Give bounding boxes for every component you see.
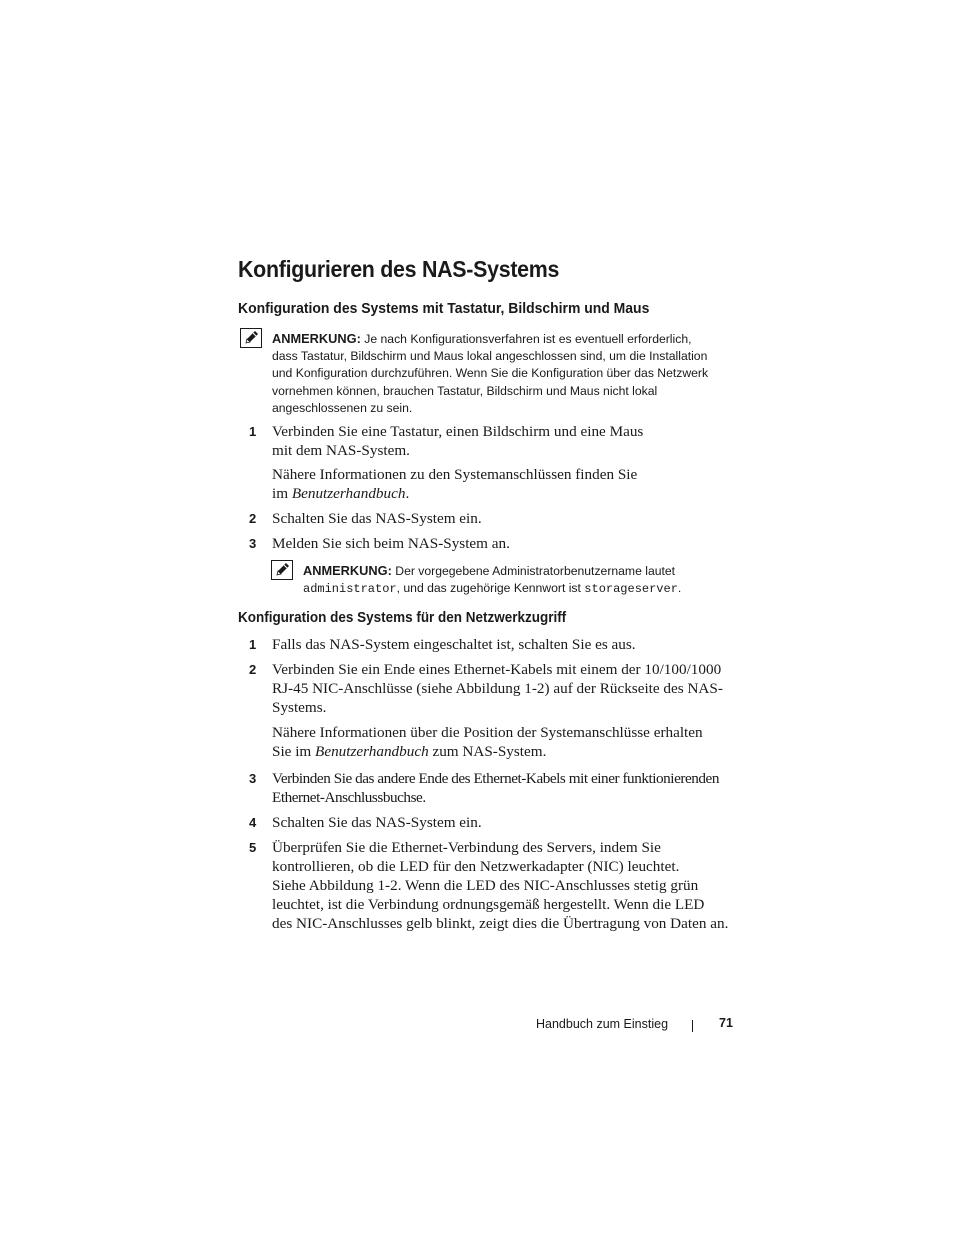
note-label: ANMERKUNG: bbox=[303, 563, 392, 578]
note-text-line: dass Tastatur, Bildschirm und Maus lokal angeschlossen sind, um die Installation bbox=[272, 349, 708, 364]
step-number: 1 bbox=[249, 637, 257, 652]
note-box-1 bbox=[272, 330, 742, 417]
note-text-line: angeschlossenen zu sein. bbox=[272, 400, 413, 415]
default-password: storageserver bbox=[584, 582, 678, 597]
note-text-line: vornehmen können, brauchen Tastatur, Bildschirm und Maus nicht lokal bbox=[272, 383, 658, 398]
step-subtext: Nähere Informationen zu den Systemanschlüssen finden Sie im Benutzerhandbuch. bbox=[272, 466, 638, 502]
manual-reference: Benutzerhandbuch bbox=[291, 485, 406, 502]
step-text: Schalten Sie das NAS-System ein. bbox=[272, 510, 482, 527]
note-pencil-icon bbox=[271, 560, 293, 580]
step-text: Verbinden Sie ein Ende eines Ethernet-Kabels mit einem der 10/100/1000 RJ-45 NIC-Anschlüsse (siehe Abbildung 1-2) auf der Rückseite des NAS- Systems. bbox=[272, 661, 723, 716]
step-text: Überprüfen Sie die Ethernet-Verbindung des Servers, indem Sie kontrollieren, ob die LED für den Netzwerkadapter (NIC) leuchtet. Siehe Abbildung 1-2. Wenn die LED des NIC-Anschlusses stetig grün leuchtet, ist die Verbindung ordnungsgemäß hergestellt. Wenn die LED des NIC-Anschlusses gelb blinkt, zeigt dies die Übertragung von Daten an. bbox=[272, 839, 729, 932]
step-number: 2 bbox=[249, 511, 257, 526]
manual-reference: Benutzerhandbuch bbox=[315, 743, 429, 760]
step-text: Verbinden Sie das andere Ende des Ethernet-Kabels mit einer funktionierenden Ethernet-Anschlussbuchse. bbox=[272, 770, 719, 806]
section-heading-keyboard-monitor-mouse: Konfiguration des Systems mit Tastatur, Bildschirm und Maus bbox=[238, 300, 650, 317]
page-title: Konfigurieren des NAS-Systems bbox=[238, 256, 560, 282]
step-number: 3 bbox=[249, 771, 257, 786]
step-text: Verbinden Sie eine Tastatur, einen Bildschirm und eine Maus mit dem NAS-System. bbox=[272, 423, 644, 459]
note-text-line: Je nach Konfigurationsverfahren ist es eventuell erforderlich, bbox=[364, 332, 692, 346]
note-box-2: ANMERKUNG: Der vorgegebene Administratorbenutzername lautet administrator, und das zugehörige Kennwort ist storageserver. bbox=[303, 563, 682, 597]
step-text: Falls das NAS-System eingeschaltet ist, schalten Sie es aus. bbox=[272, 636, 636, 653]
step-number: 4 bbox=[249, 815, 257, 830]
note-text-line: und Konfiguration durchzuführen. Wenn Sie die Konfiguration über das Netzwerk bbox=[272, 366, 709, 381]
footer-book-title: Handbuch zum Einstieg bbox=[536, 1017, 669, 1031]
note-label: ANMERKUNG: bbox=[272, 331, 361, 346]
footer-divider bbox=[692, 1020, 693, 1032]
step-number: 5 bbox=[249, 840, 257, 855]
step-text: Melden Sie sich beim NAS-System an. bbox=[272, 535, 510, 552]
step-subtext: Nähere Informationen über die Position der Systemanschlüsse erhalten Sie im Benutzerhandbuch zum NAS-System. bbox=[272, 724, 703, 760]
step-number: 3 bbox=[249, 536, 257, 551]
step-text: Schalten Sie das NAS-System ein. bbox=[272, 814, 482, 831]
step-number: 1 bbox=[249, 424, 257, 439]
step-number: 2 bbox=[249, 662, 257, 677]
section-heading-network-access: Konfiguration des Systems für den Netzwerkzugriff bbox=[238, 610, 567, 626]
note-pencil-icon bbox=[240, 328, 262, 348]
default-username: administrator bbox=[303, 582, 397, 597]
page-number: 71 bbox=[719, 1016, 733, 1030]
